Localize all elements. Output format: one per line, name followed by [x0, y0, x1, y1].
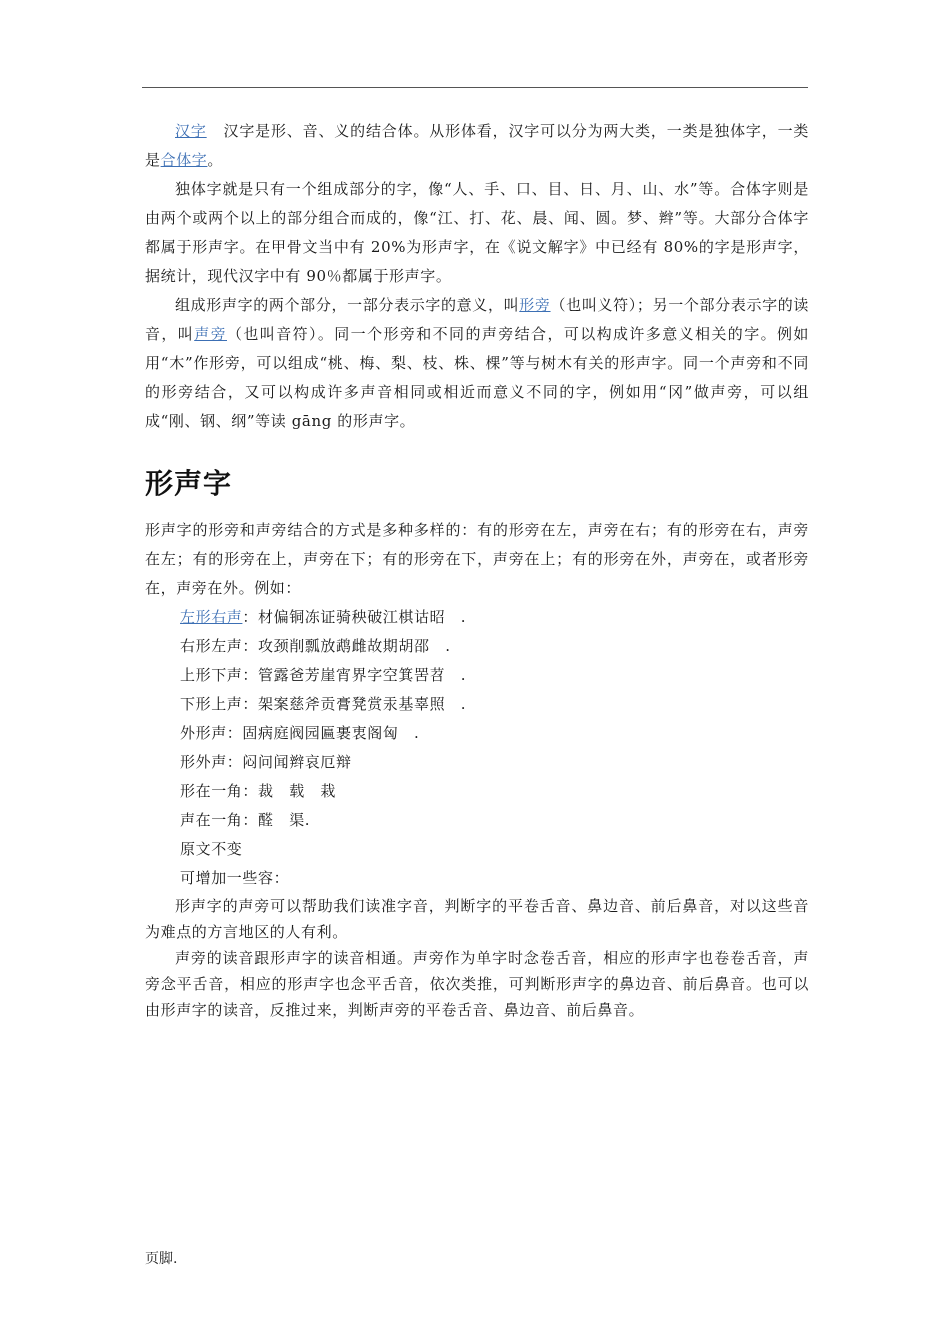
link-shengpang[interactable]: 声旁 — [194, 325, 227, 343]
section-intro: 形声字的形旁和声旁结合的方式是多种多样的：有的形旁在左，声旁在右；有的形旁在右，声旁在左；有的形旁在上，声旁在下；有的形旁在下，声旁在上；有的形旁在外，声旁在，或者形旁在，声旁在外。例如： — [145, 521, 809, 597]
example-item — [145, 603, 809, 632]
closing-paragraph-1: 形声字的声旁可以帮助我们读准字音，判断字的平卷舌音、鼻边音、前后鼻音，对以这些音为难点的方言地区的人有利。 — [145, 897, 809, 941]
example-item: 可增加一些容： — [180, 869, 290, 887]
example-text: ：材偏铜冻证骑秧破江棋诂昭 . — [242, 608, 467, 626]
link-xingpang[interactable]: 形旁 — [519, 296, 551, 314]
example-item: 形外声：闷问闻辫哀厄辩 — [180, 753, 352, 771]
header-divider — [142, 87, 808, 88]
example-item: 下形上声：架案慈斧贡膏凳赏汞基辜照 . — [180, 695, 467, 713]
composition-text-1: 组成形声字的两个部分，一部分表示字的意义，叫 — [175, 296, 520, 314]
composition-text-3: （也叫音符）。同一个形旁和不同的声旁结合，可以构成许多意义相关的字。例如用“木”作形旁，可以组成“桃、梅、梨、枝、株、棵”等与树木有关的形声字。同一个声旁和不同的形旁结合，又可以构成许多声音相同或相近而意义不同的字，例如用“冈”做声旁，可以组成“刚、钢、纲”等读 gāng 的形声字。 — [145, 325, 809, 430]
page-footer: 页脚. — [145, 1251, 178, 1267]
link-heti[interactable]: 合体字 — [160, 151, 208, 169]
intro-text: 汉字是形、音、义的结合体。从形体看，汉字可以分为两大类，一类是独体字，一类是 — [145, 122, 810, 169]
paragraph-dutizi: 独体字就是只有一个组成部分的字，像“人、手、口、目、日、月、山、水”等。合体字则是由两个或两个以上的部分组合而成的，像“江、打、花、晨、闻、圆。梦、辫”等。大部分合体字都属于形声字。在甲骨文当中有 20%为形声字，在《说文解字》中已经有 80%的字是形声字，据统计，现代汉字中有 90％都属于形声字。 — [145, 180, 809, 285]
closing-paragraph-2: 声旁的读音跟形声字的读音相通。声旁作为单字时念卷舌音，相应的形声字也卷卷舌音，声旁念平舌音，相应的形声字也念平舌音，依次类推，可判断形声字的鼻边音、前后鼻音。也可以由形声字的读音，反推过来，判断声旁的平卷舌音、鼻边音、前后鼻音。 — [145, 949, 809, 1019]
section-heading: 形声字 — [145, 467, 233, 500]
intro-paragraph — [145, 117, 809, 175]
link-hanzi[interactable]: 汉字 — [175, 122, 207, 140]
example-item: 外形声：固病庭阀园匾裹衷阁匈 . — [180, 724, 420, 742]
document-body — [145, 117, 809, 1023]
example-item: 声在一角：醛 渠. — [180, 811, 311, 829]
intro-end: 。 — [207, 151, 224, 169]
example-item: 形在一角：裁 载 栽 — [180, 782, 337, 800]
composition-text-2: （也叫义符）；另一个部分表示字的读音，叫 — [145, 296, 810, 343]
example-item: 右形左声：攻颈削瓢放鹉雌故期胡邵 . — [180, 637, 451, 655]
example-item: 原文不变 — [180, 840, 243, 858]
paragraph-composition — [145, 291, 809, 436]
example-item: 上形下声：管露爸芳崖宵界字空箕罟苕 . — [180, 666, 467, 684]
link-zuoxingyousheng[interactable]: 左形右声 — [180, 608, 243, 626]
